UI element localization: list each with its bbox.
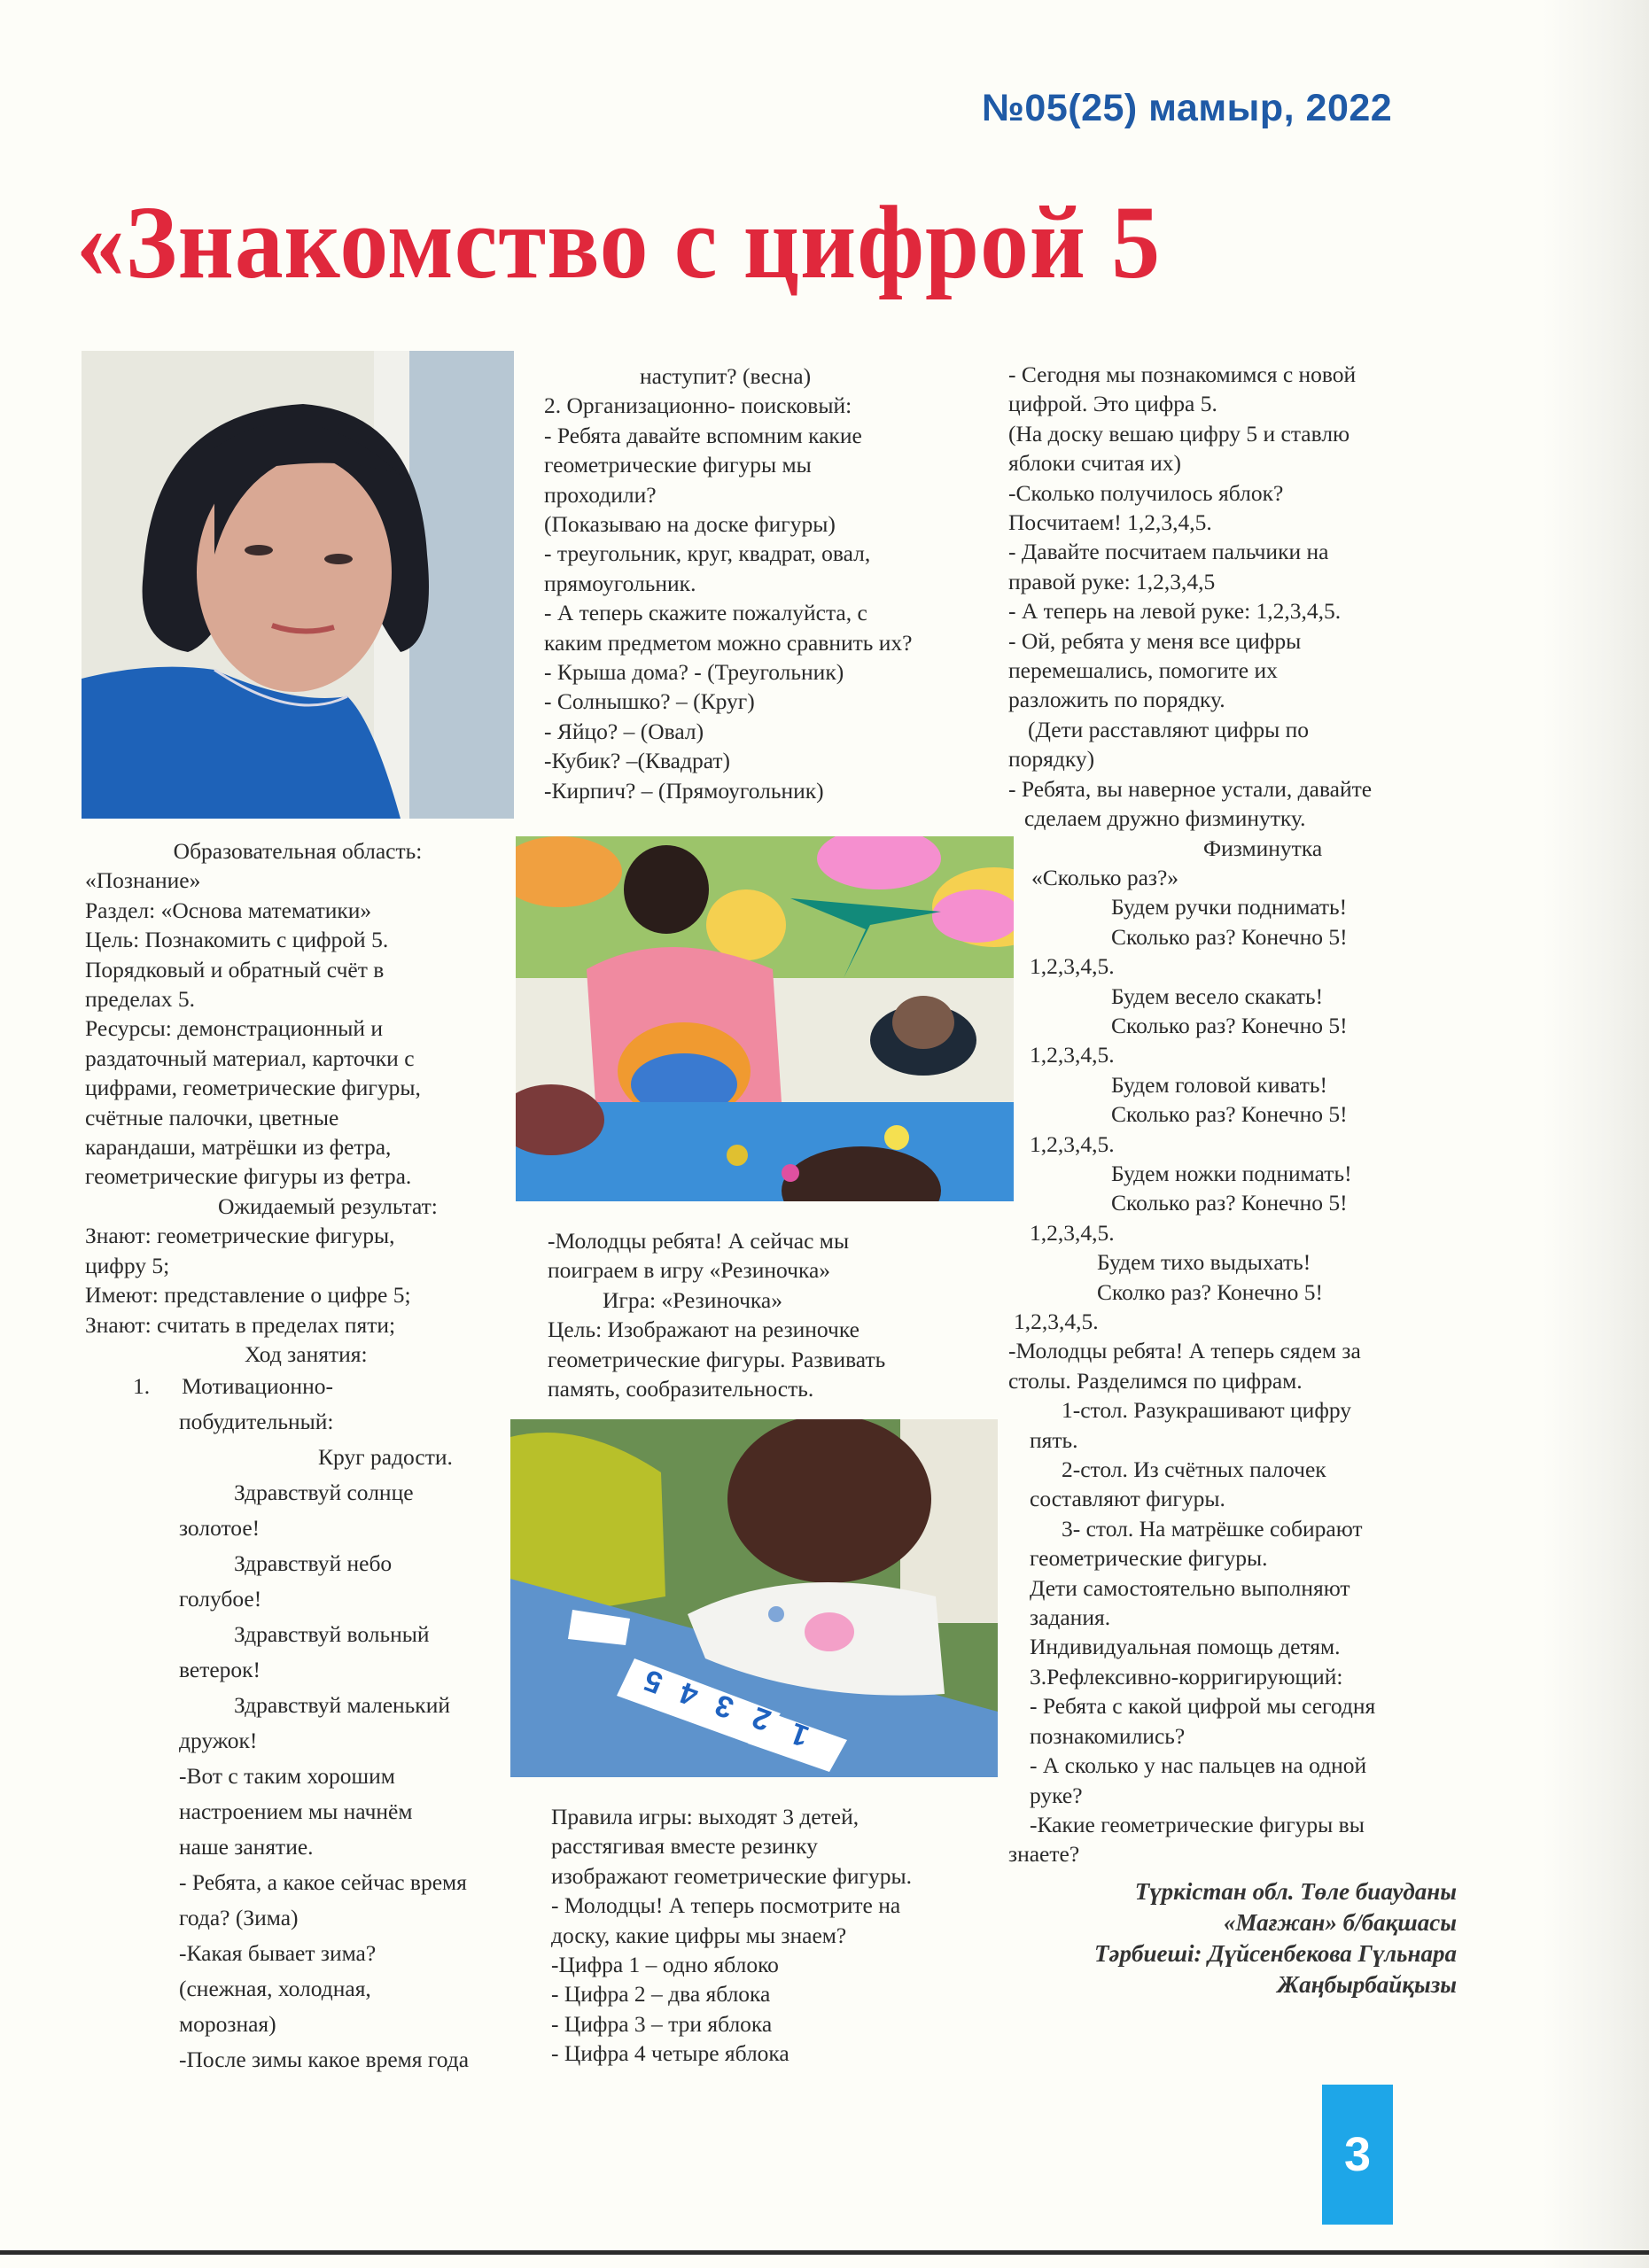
text-line: Будем весело скакать! <box>1111 983 1324 1009</box>
text-line: Цель: Познакомить с цифрой 5. <box>85 927 389 953</box>
text-line: Образовательная область: <box>173 838 423 864</box>
text-line: - Солнышко? – (Круг) <box>544 688 755 715</box>
text-line: Здравствуй солнце <box>234 1480 414 1506</box>
child-number-cards-photo <box>510 1419 998 1777</box>
text-line: правой руке: 1,2,3,4,5 <box>1008 568 1216 594</box>
text-line: -Цифра 1 – одно яблоко <box>551 1952 779 1978</box>
text-line: прямоугольник. <box>544 570 696 596</box>
text-line: Сколько раз? Конечно 5! <box>1111 1190 1348 1216</box>
text-line: яблоки считая их) <box>1008 450 1181 477</box>
text-line: -Вот с таким хорошим <box>179 1763 395 1790</box>
text-line: 3- стол. На матрёшке собирают <box>1062 1515 1363 1542</box>
text-line: Сколько раз? Конечно 5! <box>1111 923 1348 950</box>
text-line: - Ой, ребята у меня все цифры <box>1008 627 1302 654</box>
text-line: - Молодцы! А теперь посмотрите на <box>551 1892 901 1919</box>
card-digit: 4 <box>675 1674 703 1713</box>
text-line: - А сколько у нас пальцев на одной <box>1030 1752 1367 1779</box>
text-line: наступит? (весна) <box>640 363 812 389</box>
step-1-heading <box>85 1369 510 1404</box>
class-activity-photo <box>516 836 1014 1201</box>
bottom-rule <box>0 2250 1649 2255</box>
text-line: 1,2,3,4,5. <box>1030 1219 1115 1246</box>
text-line: настроением мы начнём <box>179 1798 413 1825</box>
signature-line: Түркістан обл. Төле биауданы <box>1134 1878 1457 1905</box>
text-line: 1,2,3,4,5. <box>1030 953 1115 980</box>
text-line: -Какая бывает зима? <box>179 1940 377 1967</box>
step-number: 1. <box>133 1373 151 1400</box>
column-2-top <box>544 361 996 805</box>
text-line: Раздел: «Основа математики» <box>85 897 372 923</box>
page-number: 3 <box>1322 2085 1393 2225</box>
text-line: счётные палочки, цветные <box>85 1104 339 1130</box>
text-line: поиграем в игру «Резиночка» <box>548 1257 831 1284</box>
text-line: - Цифра 2 – два яблока <box>551 1981 771 2008</box>
text-line: Порядковый и обратный счёт в <box>85 956 385 983</box>
card-digit: 2 <box>748 1699 775 1737</box>
text-line: геометрические фигуры мы <box>544 452 812 478</box>
card-digit: 3 <box>711 1687 738 1725</box>
text-line: года? (Зима) <box>179 1905 299 1931</box>
text-line: Ожидаемый результат: <box>218 1192 438 1219</box>
signature-line: Тәрбиеші: Дүйсенбекова Гүльнара <box>1094 1940 1457 1967</box>
text-line: задания. <box>1030 1604 1111 1631</box>
text-line: (Дети расставляют цифры по <box>1028 716 1310 742</box>
text-line: - Ребята, а какое сейчас время <box>179 1869 467 1896</box>
text-line: каким предметом можно сравнить их? <box>544 629 913 656</box>
text-line: Игра: «Резиночка» <box>603 1286 782 1313</box>
text-line: перемешались, помогите их <box>1008 657 1278 684</box>
text-line: 3.Рефлексивно-корригирующий: <box>1030 1663 1343 1689</box>
text-line: - Давайте посчитаем пальчики на <box>1008 539 1329 565</box>
column-2-bottom <box>551 1802 1003 2069</box>
text-line: сделаем дружно физминутку. <box>1024 805 1306 832</box>
column-2-middle <box>548 1226 1000 1403</box>
text-line: раздаточный материал, карточки с <box>85 1045 415 1071</box>
text-line: Ход занятия: <box>245 1340 368 1367</box>
text-line: Мотивационно- <box>182 1373 333 1400</box>
text-line: «Познание» <box>85 867 201 894</box>
text-line: - Ребята, вы наверное устали, давайте <box>1008 775 1373 802</box>
text-line: Сколко раз? Конечно 5! <box>1097 1278 1323 1305</box>
text-line: побудительный: <box>179 1409 334 1435</box>
text-line: Будем ножки поднимать! <box>1111 1160 1352 1186</box>
text-line: доску, какие цифры мы знаем? <box>551 1922 847 1948</box>
text-line: (снежная, холодная, <box>179 1976 371 2002</box>
text-line: Будем ручки поднимать! <box>1111 894 1348 920</box>
text-line: память, сообразительность. <box>548 1376 814 1402</box>
text-line: 2-стол. Из счётных палочек <box>1062 1456 1326 1483</box>
text-line: Знают: считать в пределах пяти; <box>85 1311 396 1338</box>
text-line: - А теперь на левой руке: 1,2,3,4,5. <box>1008 598 1342 625</box>
text-line: -Кирпич? – (Прямоугольник) <box>544 777 824 804</box>
text-line: Здравствуй небо <box>234 1550 393 1577</box>
text-line: 1,2,3,4,5. <box>1014 1309 1099 1334</box>
text-line: ветерок! <box>179 1657 261 1683</box>
text-line: цифрой. Это цифра 5. <box>1008 391 1217 417</box>
text-line: Круг радости. <box>318 1444 453 1471</box>
column-1 <box>85 836 510 2078</box>
text-line: -После зимы какое время года <box>179 2047 470 2073</box>
text-line: познакомились? <box>1030 1722 1186 1749</box>
text-line: 2. Организационно- поисковый: <box>544 392 852 419</box>
text-line: порядку) <box>1008 746 1095 773</box>
text-line: расстягивая вместе резинку <box>551 1833 818 1860</box>
text-line: голубое! <box>179 1586 262 1612</box>
text-line: Ресурсы: демонстрационный и <box>85 1015 383 1042</box>
text-line: - Цифра 3 – три яблока <box>551 2010 773 2037</box>
text-line: (Показываю на доске фигуры) <box>544 511 836 538</box>
text-line: Будем головой кивать! <box>1111 1071 1327 1098</box>
text-line: Здравствуй вольный <box>234 1621 430 1648</box>
text-line: Будем тихо выдыхать! <box>1097 1249 1311 1276</box>
signature-line: «Мағжан» б/бақшасы <box>1223 1909 1457 1936</box>
text-line: Сколько раз? Конечно 5! <box>1111 1012 1348 1038</box>
text-line: 1,2,3,4,5. <box>1030 1130 1115 1157</box>
card-digit: 5 <box>640 1662 667 1700</box>
text-line: изображают геометрические фигуры. <box>551 1862 913 1889</box>
text-line: - А теперь скажите пожалуйста, с <box>544 600 867 626</box>
text-line: геометрические фигуры. <box>1030 1545 1268 1572</box>
text-line: - Цифра 4 четыре яблока <box>551 2040 789 2067</box>
text-line: пределах 5. <box>85 986 195 1013</box>
text-line: Правила игры: выходят 3 детей, <box>551 1804 860 1829</box>
card-digit: 1 <box>786 1715 813 1753</box>
column-3 <box>1008 360 1469 1869</box>
text-line: золотое! <box>179 1515 261 1542</box>
text-line: Дети самостоятельно выполняют <box>1030 1574 1350 1601</box>
text-line: составляют фигуры. <box>1030 1486 1225 1512</box>
text-line: -Какие геометрические фигуры вы <box>1030 1811 1365 1837</box>
text-line: Посчитаем! 1,2,3,4,5. <box>1008 509 1212 536</box>
signature-line: Жаңбырбайқызы <box>1277 1971 1457 1998</box>
scan-edge <box>1543 0 1649 2268</box>
teacher-portrait-photo <box>82 351 514 819</box>
text-line: - Ребята с какой цифрой мы сегодня <box>1030 1693 1376 1720</box>
text-line: Имеют: представление о цифре 5; <box>85 1282 411 1309</box>
text-line: -Молодцы ребята! А сейчас мы <box>548 1228 850 1254</box>
text-line: разложить по порядку. <box>1008 687 1225 713</box>
text-line: 1-стол. Разукрашивают цифру <box>1062 1397 1352 1424</box>
text-line: -Сколько получилось яблок? <box>1008 479 1284 506</box>
text-line: цифрами, геометрические фигуры, <box>85 1075 421 1101</box>
text-line: - Яйцо? – (Овал) <box>544 718 704 744</box>
text-line: «Сколько раз?» <box>1031 864 1179 890</box>
text-line: 1,2,3,4,5. <box>1030 1042 1115 1068</box>
text-line: Здравствуй маленький <box>234 1692 450 1719</box>
text-line: - треугольник, круг, квадрат, овал, <box>544 540 871 567</box>
text-line: карандаши, матрёшки из фетра, <box>85 1134 392 1161</box>
text-line: Индивидуальная помощь детям. <box>1030 1634 1341 1660</box>
text-line: столы. Разделимся по цифрам. <box>1008 1367 1303 1394</box>
author-signature <box>1037 1876 1457 2000</box>
text-line: морозная) <box>179 2011 276 2038</box>
text-line: геометрические фигуры. Развивать <box>548 1346 886 1372</box>
text-line: знаете? <box>1008 1841 1080 1868</box>
text-line: -Молодцы ребята! А теперь сядем за <box>1008 1338 1361 1364</box>
text-line: - Сегодня мы познакомимся с новой <box>1008 361 1357 387</box>
text-line: Знают: геометрические фигуры, <box>85 1223 395 1249</box>
text-line: пять. <box>1030 1426 1078 1453</box>
article-headline: «Знакомство с цифрой 5 <box>76 184 1162 300</box>
text-line: Цель: Изображают на резиночке <box>548 1317 860 1343</box>
text-line: проходили? <box>544 481 657 508</box>
text-line: цифру 5; <box>85 1252 170 1278</box>
issue-number-date: №05(25) мамыр, 2022 <box>982 87 1393 129</box>
text-line: (На доску вешаю цифру 5 и ставлю <box>1008 420 1350 447</box>
text-line: руке? <box>1030 1782 1083 1808</box>
text-line: Сколько раз? Конечно 5! <box>1111 1101 1348 1128</box>
text-line: Физминутка <box>1203 835 1323 861</box>
text-line: - Крыша дома? - (Треугольник) <box>544 659 844 686</box>
text-line: - Ребята давайте вспомним какие <box>544 422 862 448</box>
text-line: наше занятие. <box>179 1834 314 1860</box>
text-line: дружок! <box>179 1728 258 1754</box>
text-line: геометрические фигуры из фетра. <box>85 1163 412 1190</box>
text-line: -Кубик? –(Квадрат) <box>544 748 730 774</box>
